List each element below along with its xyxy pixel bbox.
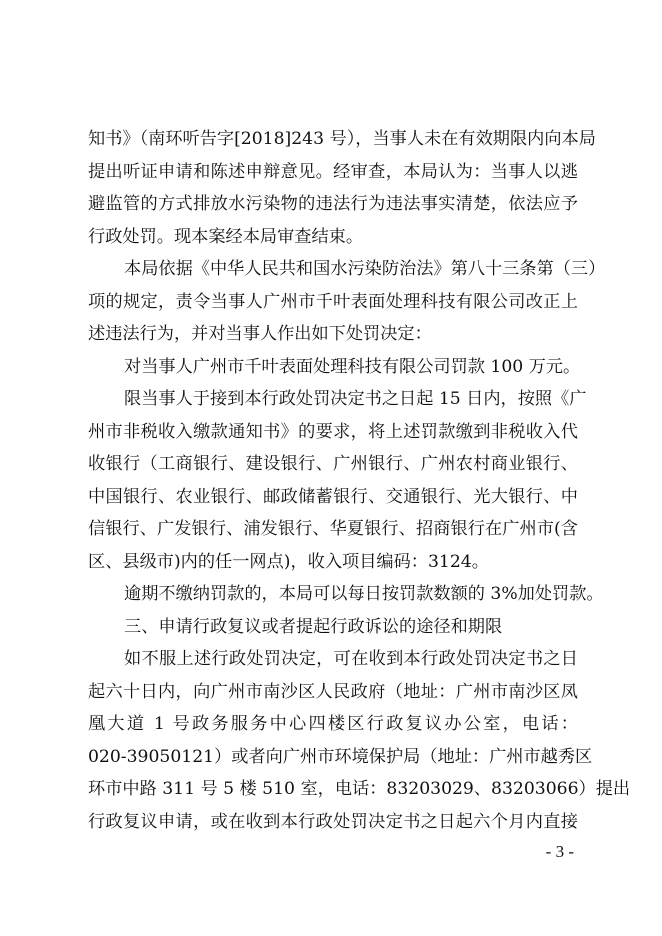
document-body xyxy=(88,123,631,838)
paragraph-line: 逾期不缴纳罚款的，本局可以每日按罚款数额的 3%加处罚款。 xyxy=(124,584,604,604)
paragraph-line: 收银行（工商银行、建设银行、广州银行、广州农村商业银行、 xyxy=(88,454,578,474)
paragraph-line: 起六十日内，向广州市南沙区人民政府（地址：广州市南沙区凤 xyxy=(88,681,578,702)
paragraph-line: 凰大道 1 号政务服务中心四楼区行政复议办公室，电话： xyxy=(88,714,578,734)
paragraph-line: 行政复议申请，或在收到本行政处罚决定书之日起六个月内直接 xyxy=(88,811,578,832)
paragraph-line: 提出听证申请和陈述申辩意见。经审查，本局认为：当事人以逃 xyxy=(88,161,578,182)
paragraph-line: 述违法行为，并对当事人作出如下处罚决定： xyxy=(88,324,432,344)
paragraph-line: 环市中路 311 号 5 楼 510 室，电话：83203029、83203066）提出 xyxy=(88,779,631,799)
paragraph-line: 项的规定，责令当事人广州市千叶表面处理科技有限公司改正上 xyxy=(88,291,578,312)
paragraph-line: 对当事人广州市千叶表面处理科技有限公司罚款 100 万元。 xyxy=(124,356,581,377)
paragraph-line: 信银行、广发银行、浦发银行、华夏银行、招商银行在广州市(含 xyxy=(88,519,578,539)
paragraph-line: 行政处罚。现本案经本局审查结束。 xyxy=(88,226,364,247)
paragraph-line: 中国银行、农业银行、邮政储蓄银行、交通银行、光大银行、中 xyxy=(88,486,578,507)
paragraph-line: 020-39050121）或者向广州市环境保护局（地址：广州市越秀区 xyxy=(88,746,593,767)
page-number: - 3 - xyxy=(545,842,574,861)
paragraph-line: 本局依据《中华人民共和国水污染防治法》第八十三条第（三） xyxy=(124,259,606,279)
paragraph-line: 州市非税收入缴款通知书》的要求，将上述罚款缴到非税收入代 xyxy=(88,421,578,442)
paragraph-line: 如不服上述行政处罚决定，可在收到本行政处罚决定书之日 xyxy=(124,649,578,669)
paragraph-line: 限当事人于接到本行政处罚决定书之日起 15 日内，按照《广 xyxy=(124,389,587,409)
paragraph-line: 知书》（南环听告字[2018]243 号），当事人未在有效期限内向本局 xyxy=(88,129,596,149)
paragraph-line: 避监管的方式排放水污染物的违法行为违法事实清楚，依法应予 xyxy=(88,194,578,214)
paragraph-line: 区、县级市)内的任一网点)，收入项目编码：3124。 xyxy=(88,551,489,572)
section-heading: 三、申请行政复议或者提起行政诉讼的途径和期限 xyxy=(124,616,503,637)
